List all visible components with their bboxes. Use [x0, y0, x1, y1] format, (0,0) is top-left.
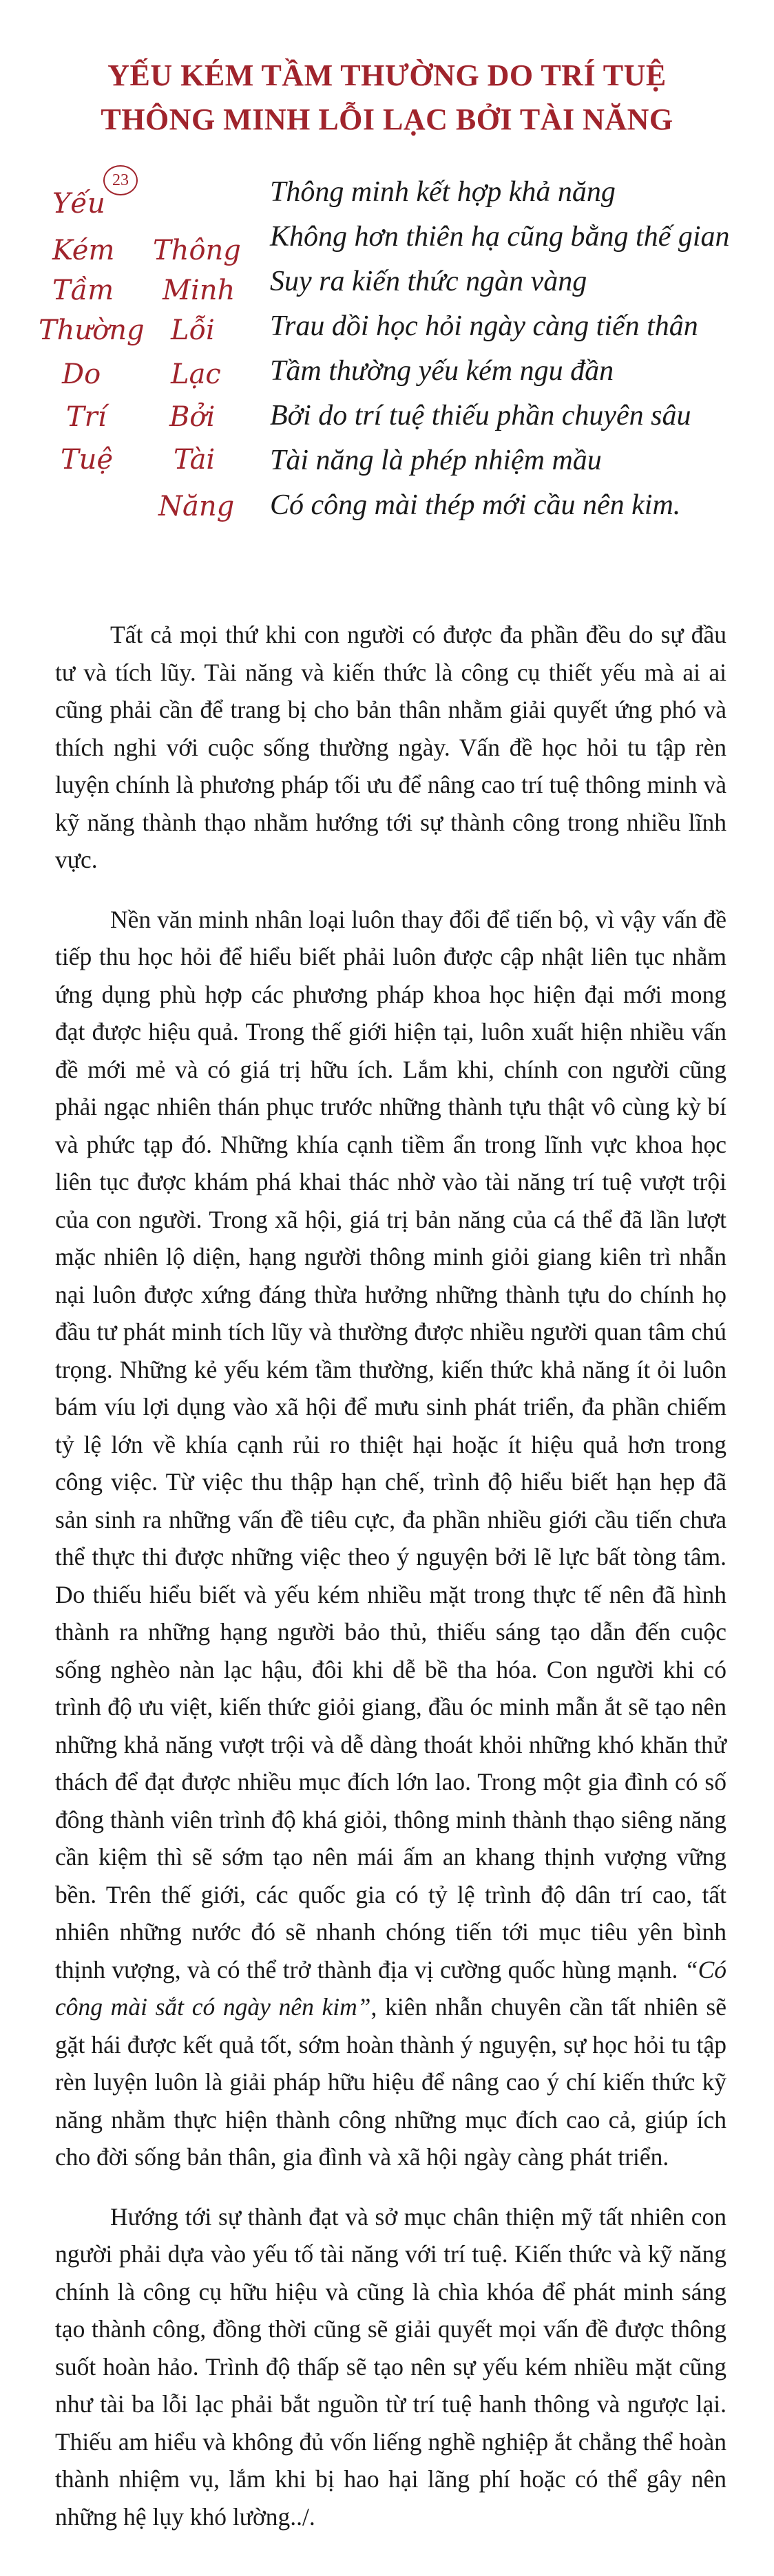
paragraph-2-text-a: Nền văn minh nhân loại luôn thay đổi để tiến bộ, vì vậy vấn đề tiếp thu học hỏi để hiểu biết phải luôn được cập nhật liên tục nhằm ứng dụng phù hợp các phương pháp khoa học hiện đại mới mong đạt được hiệu quả. Trong thế giới hiện tại, luôn xuất hiện nhiều vấn đề mới mẻ và có giá trị hữu ích. Lắm khi, chính con người cũng phải ngạc nhiên thán phục trước những thành tựu thật vô cùng kỳ bí và phức tạp đó. Những khía cạnh tiềm ẩn trong lĩnh vực khoa học liên tục được khám phá khai thác nhờ vào tài năng trí tuệ vượt trội của con người. Trong xã hội, giá trị bản năng của cá thể đã lần lượt mặc nhiên lộ diện, hạng người thông minh giỏi giang kiên trì nhẫn nại luôn được xứng đáng thừa hưởng những thành tựu do chính họ đầu tư phát minh tích lũy và thường được nhiều người quan tâm chú trọng. Những kẻ yếu kém tầm thường, kiến thức khả năng ít ỏi luôn bám víu lợi dụng vào xã hội để mưu sinh phát triển, đa phần chiếm tỷ lệ lớn về khía cạnh rủi ro thiệt hại hoặc ít hiệu quả hơn trong công việc. Từ việc thu thập hạn chế, trình độ hiểu biết hạn hẹp đã sản sinh ra những vấn đề tiêu cực, đa phần nhiều giới cầu tiến chưa thể thực thi được những việc theo ý nguyện bởi lẽ lực bất tòng tâm. Do thiếu hiểu biết và yếu kém nhiều mặt trong thực tế nên đã hình thành ra những hạng người bảo thủ, thiếu sáng tạo dẫn đến cuộc sống nghèo nàn lạc hậu, đôi khi dễ bề tha hóa. Con người khi có trình độ ưu việt, kiến thức giỏi giang, đầu óc minh mẫn ắt sẽ tạo nên những khả năng vượt trội và dễ dàng thoát khỏi những khó khăn thử thách để đạt được nhiều mục đích lớn lao. Trong một gia đình có số đông thành viên trình độ khá giỏi, thông minh thành thạo siêng năng cần kiệm thì sẽ sớm tạo nên mái ấm an khang thịnh vượng vững bền. Trên thế giới, các quốc gia có tỷ lệ trình độ dân trí cao, tất nhiên những nước đó sẽ nhanh chóng tiến tới mục tiêu yên bình thịnh vượng, và có thể trở thành địa vị cường quốc hùng mạnh.	[55, 905, 726, 1983]
calligraphy-block	[36, 160, 256, 573]
poem-line: Trau dồi học hỏi ngày càng tiến thân	[270, 310, 698, 342]
calligraphy-left-word: Yếu	[52, 188, 105, 220]
article-body	[55, 616, 726, 2557]
calligraphy-left-word: Do	[62, 359, 101, 390]
poem-line: Có công mài thép mới cầu nên kim.	[270, 489, 681, 521]
poem-line: Tài năng là phép nhiệm mầu	[270, 445, 602, 476]
calligraphy-right-word: Năng	[158, 491, 235, 522]
proverb-quote: “Có công mài sắt có ngày nên kim”	[55, 1955, 726, 2021]
poem-line: Không hơn thiên hạ cũng bằng thế gian	[270, 221, 730, 253]
title-line-1: YẾU KÉM TẦM THƯỜNG DO TRÍ TUỆ	[107, 58, 667, 92]
title-line-2: THÔNG MINH LỖI LẠC BỞI TÀI NĂNG	[101, 103, 673, 136]
calligraphy-left-word: Trí	[66, 401, 107, 433]
calligraphy-right-word: Lỗi	[171, 315, 215, 346]
paragraph-1: Tất cả mọi thứ khi con người có được đa phần đều do sự đầu tư và tích lũy. Tài năng và kiến thức là công cụ thiết yếu mà ai ai cũng phải cần để trang bị cho bản thân nhằm giải quyết ứng phó và thích nghi với cuộc sống thường ngày. Vấn đề học hỏi tu tập rèn luyện chính là phương pháp tối ưu để nâng cao trí tuệ thông minh và kỹ năng thành thạo nhằm hướng tới sự thành công trong nhiều lĩnh vực.	[55, 621, 726, 873]
poem-number-badge: 23	[103, 165, 138, 195]
poem-line: Bởi do trí tuệ thiếu phần chuyên sâu	[270, 400, 691, 432]
poem	[270, 170, 752, 528]
calligraphy-left-word: Thường	[39, 315, 145, 346]
calligraphy-right-word: Minh	[163, 275, 236, 306]
calligraphy-left-word: Kém	[52, 235, 115, 266]
calligraphy-right-word: Bởi	[169, 401, 216, 433]
calligraphy-right-word: Lạc	[171, 359, 221, 390]
paragraph-2	[55, 901, 726, 2176]
poem-line: Thông minh kết hợp khả năng	[270, 176, 616, 208]
calligraphy-right-word: Tài	[174, 444, 216, 476]
page-title	[0, 54, 774, 142]
paragraph-3: Hướng tới sự thành đạt và sở mục chân thiện mỹ tất nhiên con người phải dựa vào yếu tố tài năng với trí tuệ. Kiến thức và kỹ năng chính là công cụ hữu hiệu và cũng là chìa khóa để phát minh sáng tạo thành công, đồng thời cũng sẽ giải quyết mọi vấn đề được thông suốt hoàn hảo. Trình độ thấp sẽ tạo nên sự yếu kém nhiều mặt cũng như tài ba lỗi lạc phải bắt nguồn từ trí tuệ hanh thông và ngược lại. Thiếu am hiểu và không đủ vốn liếng nghề nghiệp ắt chẳng thể hoàn thành nhiệm vụ, lắm khi bị hao hại lãng phí hoặc có thể gây nên những hệ lụy khó lường../.	[55, 2202, 726, 2531]
poem-line: Suy ra kiến thức ngàn vàng	[270, 266, 587, 297]
poem-line: Tầm thường yếu kém ngu đần	[270, 355, 614, 387]
calligraphy-left-word: Tuệ	[61, 444, 114, 476]
calligraphy-right-word: Thông	[153, 235, 241, 266]
calligraphy-left-word: Tầm	[52, 275, 114, 306]
paragraph-2-text-b: , kiên nhẫn chuyên cần tất nhiên sẽ gặt hái được kết quả tốt, sớm hoàn thành ý nguyện, sự học hỏi tu tập rèn luyện luôn là giải pháp hữu hiệu để nâng cao ý chí kiến thức kỹ năng nhằm thực hiện thành công những mục đích cao cả, giúp ích cho đời sống bản thân, gia đình và xã hội ngày càng phát triển.	[55, 1993, 726, 2171]
